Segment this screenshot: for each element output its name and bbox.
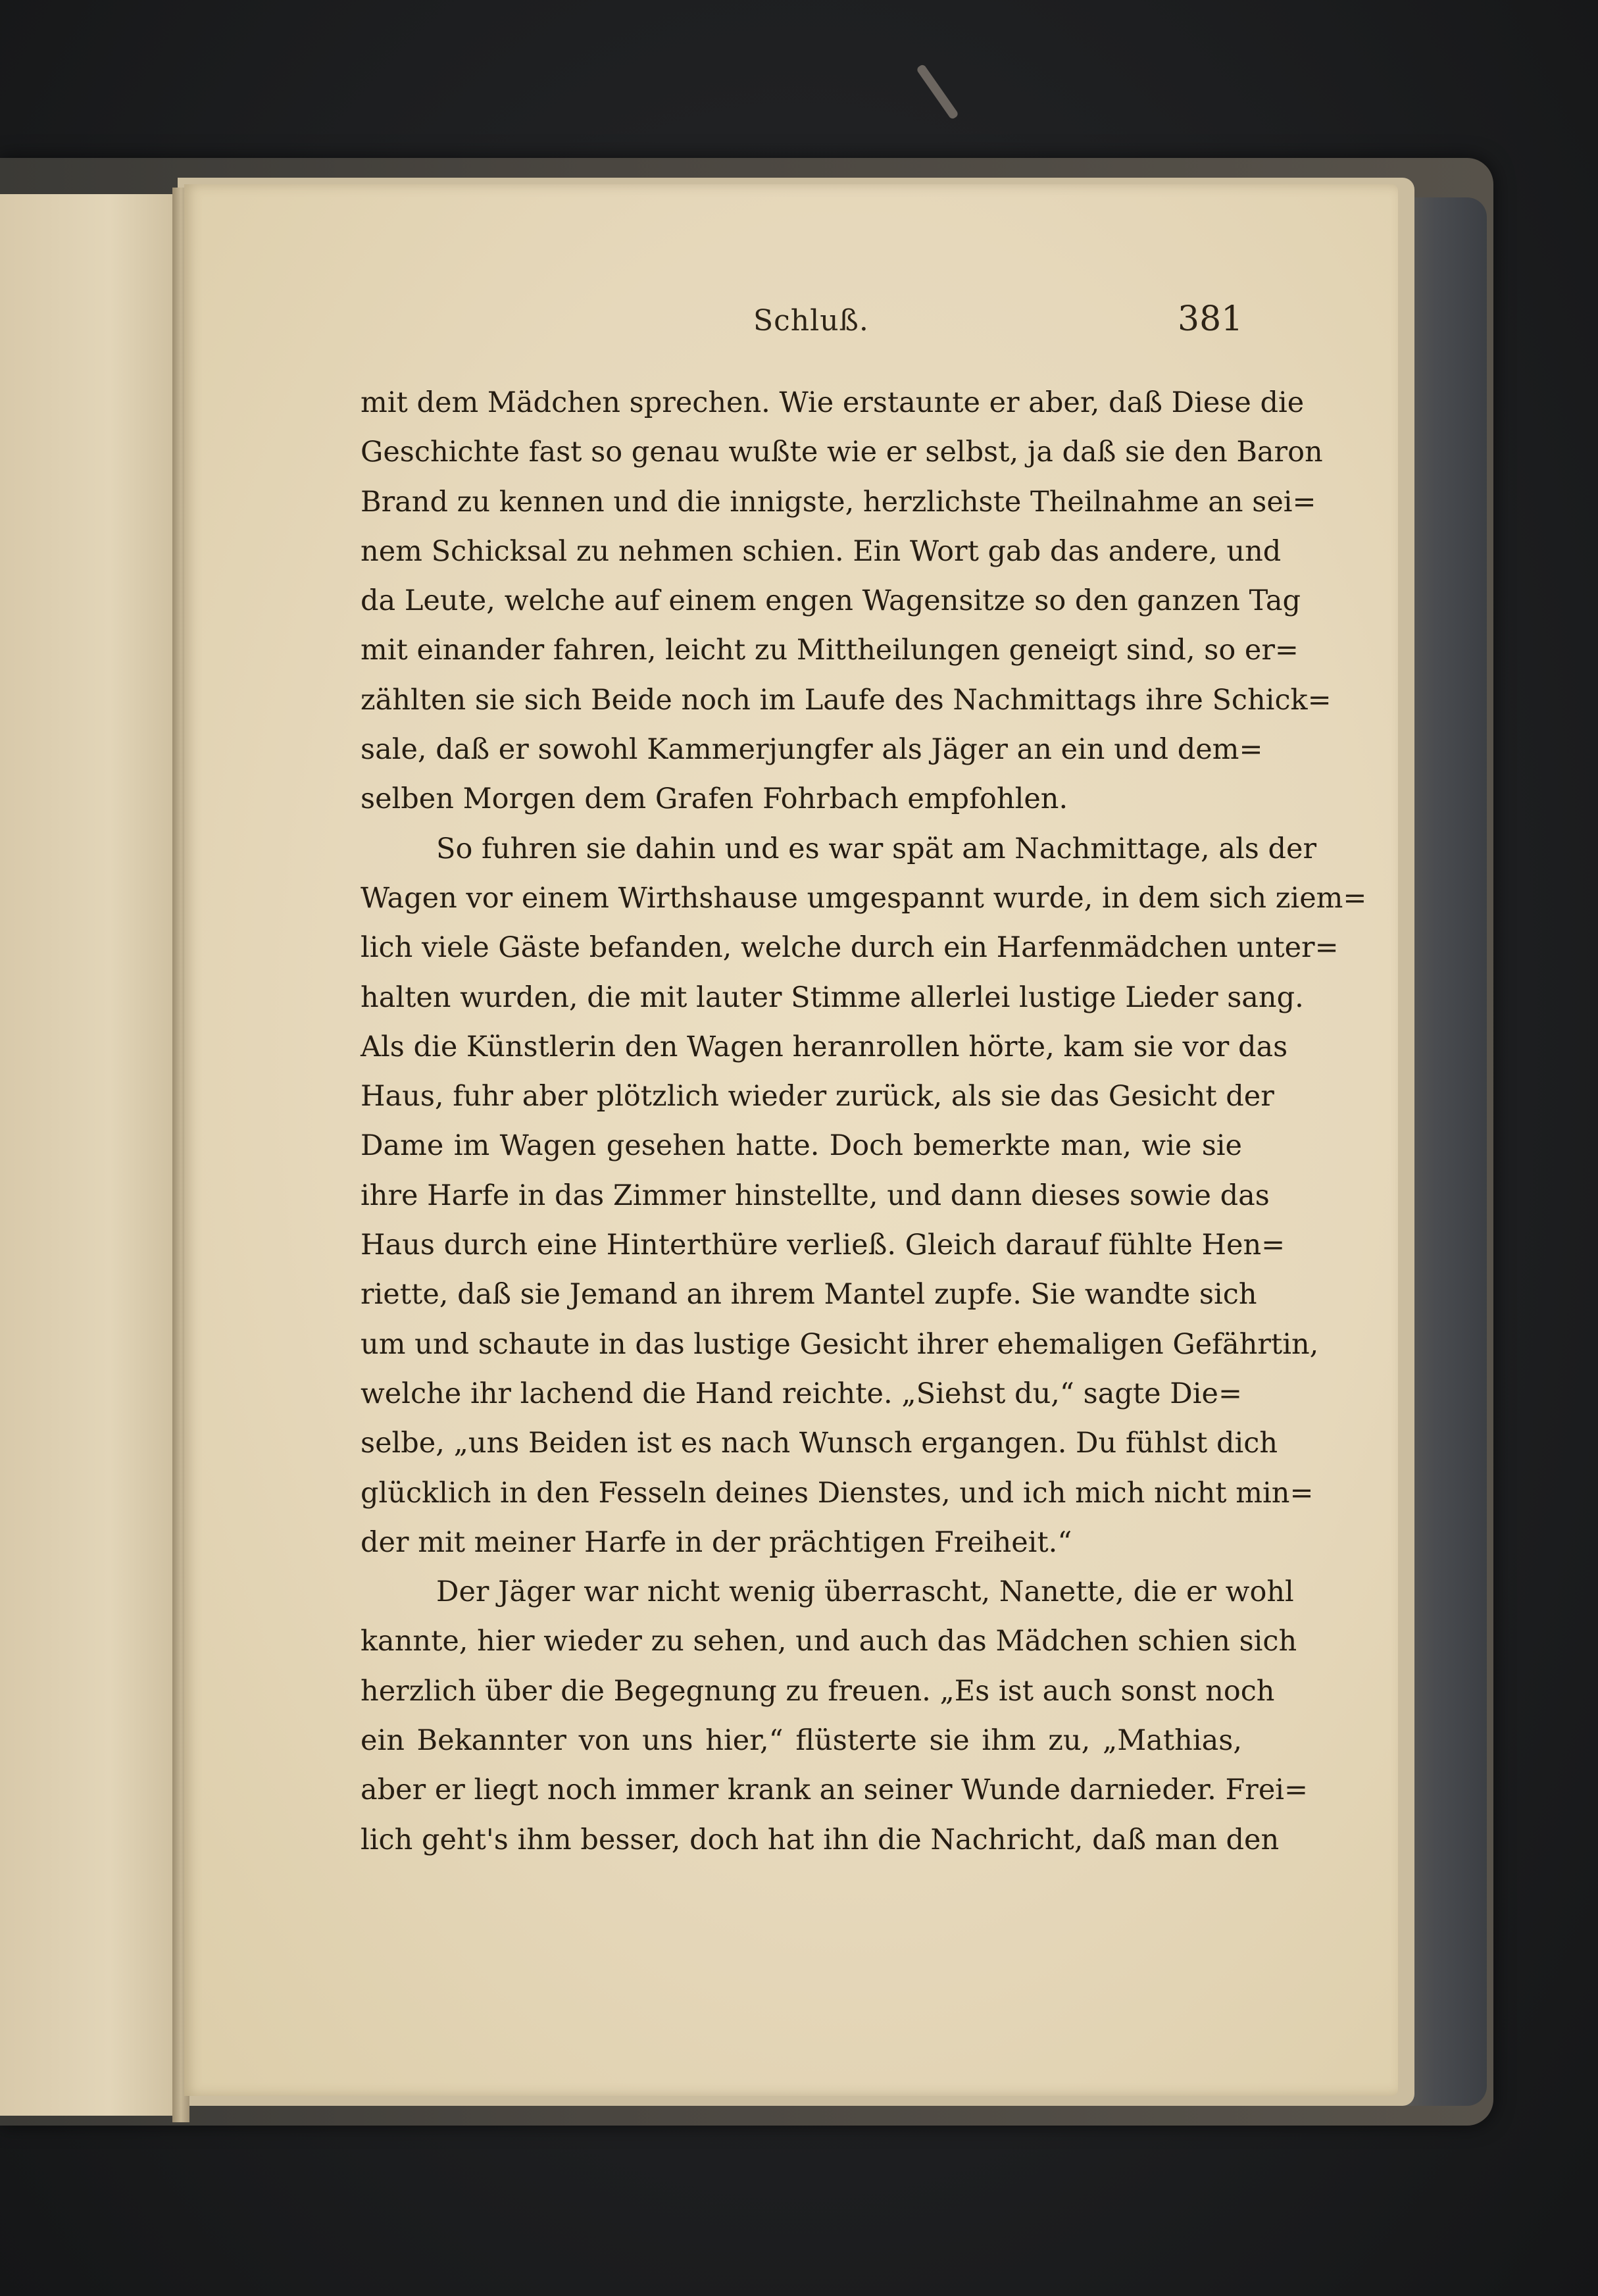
text-line: nem Schicksal zu nehmen schien. Ein Wort gab das andere, und xyxy=(361,534,1282,568)
text-line: selbe, „uns Beiden ist es nach Wunsch ergangen. Du fühlst dich xyxy=(361,1427,1278,1460)
text-line: herzlich über die Begegnung zu freuen. „Es ist auch sonst noch xyxy=(361,1674,1275,1708)
text-line: Brand zu kennen und die innigste, herzlichste Theilnahme an sei= xyxy=(361,485,1316,519)
text-line: riette, daß sie Jemand an ihrem Mantel zupfe. Sie wandte sich xyxy=(361,1278,1257,1312)
text-line: Haus, fuhr aber plötzlich wieder zurück, als sie das Gesicht der xyxy=(361,1080,1274,1113)
text-line: Als die Künstlerin den Wagen heranrollen hörte, kam sie vor das xyxy=(361,1030,1288,1063)
text-line: selben Morgen dem Grafen Fohrbach empfohlen. xyxy=(361,782,1068,816)
text-line: da Leute, welche auf einem engen Wagensitze so den ganzen Tag xyxy=(361,584,1301,618)
text-line: So fuhren sie dahin und es war spät am Nachmittage, als der xyxy=(436,832,1316,865)
text-line: mit dem Mädchen sprechen. Wie erstaunte er aber, daß Diese die xyxy=(361,386,1305,419)
text-line: ein Bekannter von uns hier,“ flüsterte sie ihm zu, „Mathias, xyxy=(361,1724,1242,1758)
text-line: kannte, hier wieder zu sehen, und auch das Mädchen schien sich xyxy=(361,1625,1297,1658)
text-line: Der Jäger war nicht wenig überrascht, Nanette, die er wohl xyxy=(436,1575,1294,1609)
running-head: Schluß. xyxy=(753,304,869,338)
text-line: halten wurden, die mit lauter Stimme allerlei lustige Lieder sang. xyxy=(361,981,1304,1014)
body-text xyxy=(361,378,1367,1865)
left-page xyxy=(0,194,183,2116)
text-line: Wagen vor einem Wirthshause umgespannt wurde, in dem sich ziem= xyxy=(361,881,1367,915)
text-line: sale, daß er sowohl Kammerjungfer als Jäger an ein und dem= xyxy=(361,733,1263,767)
text-line: mit einander fahren, leicht zu Mittheilungen geneigt sind, so er= xyxy=(361,634,1299,667)
text-line: welche ihr lachend die Hand reichte. „Siehst du,“ sagte Die= xyxy=(361,1377,1242,1410)
text-line: um und schaute in das lustige Gesicht ihrer ehemaligen Gefährtin, xyxy=(361,1327,1319,1361)
text-line: lich geht's ihm besser, doch hat ihn die Nachricht, daß man den xyxy=(361,1823,1280,1856)
text-line: Geschichte fast so genau wußte wie er selbst, ja daß sie den Baron xyxy=(361,436,1323,469)
text-line: ihre Harfe in das Zimmer hinstellte, und dann dieses sowie das xyxy=(361,1179,1270,1212)
text-line: lich viele Gäste befanden, welche durch ein Harfenmädchen unter= xyxy=(361,931,1339,965)
text-line: der mit meiner Harfe in der prächtigen Freiheit.“ xyxy=(361,1525,1072,1559)
text-line: zählten sie sich Beide noch im Laufe des Nachmittags ihre Schick= xyxy=(361,683,1332,717)
text-line: glücklich in den Fesseln deines Dienstes, und ich mich nicht min= xyxy=(361,1476,1314,1510)
text-line: Dame im Wagen gesehen hatte. Doch bemerkte man, wie sie xyxy=(361,1129,1242,1163)
text-line: Haus durch eine Hinterthüre verließ. Gleich darauf fühlte Hen= xyxy=(361,1229,1286,1262)
page-number: 381 xyxy=(1178,299,1243,339)
text-line: aber er liegt noch immer krank an seiner Wunde darnieder. Frei= xyxy=(361,1773,1309,1807)
